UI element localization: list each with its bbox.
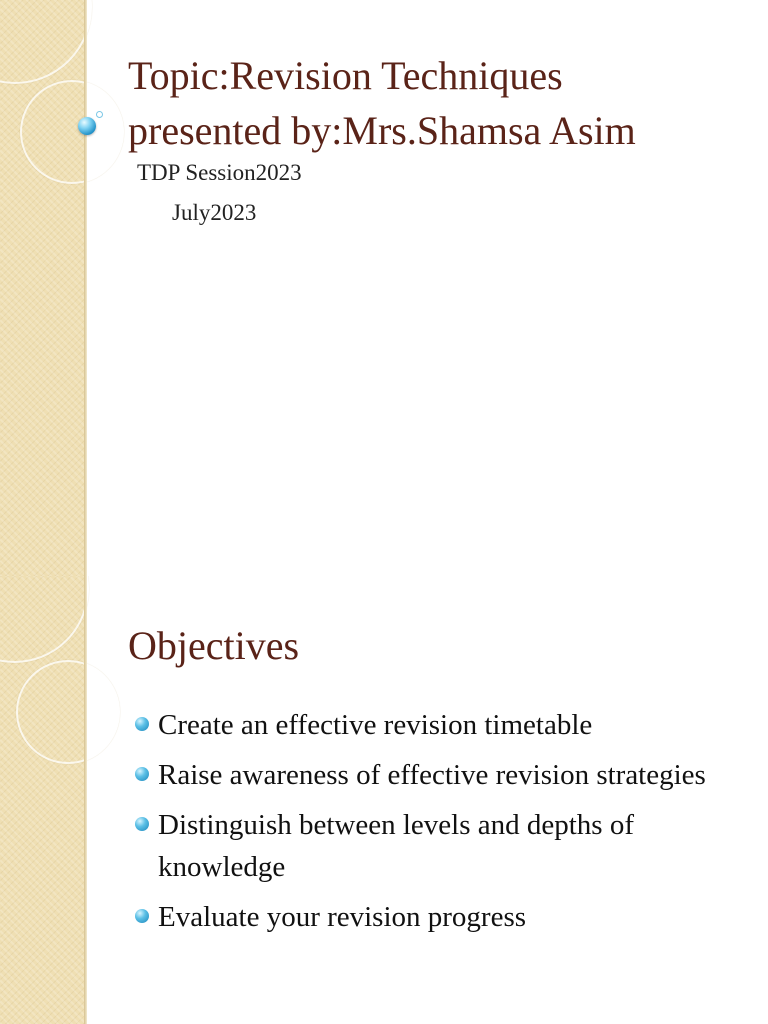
- title-line-1: Topic:Revision Techniques: [128, 53, 563, 98]
- objectives-list: [132, 704, 742, 946]
- list-item-text: Create an effective revision timetable: [158, 709, 593, 741]
- orb-bullet-icon: [78, 117, 96, 135]
- orb-bullet-icon: [135, 717, 149, 731]
- subtitle-session: TDP Session2023: [137, 160, 302, 185]
- list-item-text: Raise awareness of effective revision strategies: [158, 759, 706, 791]
- list-item-text: Evaluate your revision progress: [158, 901, 527, 933]
- decorative-ring-icon: [16, 660, 120, 764]
- decorative-sidebar: [0, 576, 84, 1024]
- decorative-sidebar: [0, 0, 84, 576]
- decorative-ring-icon: [0, 576, 89, 663]
- objectives-heading: Objectives: [128, 623, 300, 668]
- subtitle-date: July2023: [172, 200, 257, 225]
- sidebar-edge: [84, 0, 87, 576]
- list-item: [132, 704, 742, 746]
- orb-bullet-icon: [135, 909, 149, 923]
- slide-objectives: [0, 576, 768, 1024]
- list-item-text: Distinguish between levels and depths of knowledge: [158, 809, 634, 883]
- title-line-2: presented by:Mrs.Shamsa Asim: [128, 108, 636, 153]
- sidebar-edge: [84, 576, 87, 1024]
- orb-small-icon: [96, 111, 103, 118]
- list-item: [132, 804, 742, 888]
- orb-bullet-icon: [135, 767, 149, 781]
- decorative-ring-icon: [0, 0, 92, 84]
- orb-bullet-icon: [135, 817, 149, 831]
- slide-title-text: [128, 48, 748, 158]
- list-item: [132, 896, 742, 938]
- decorative-ring-icon: [20, 80, 124, 184]
- list-item: [132, 754, 742, 796]
